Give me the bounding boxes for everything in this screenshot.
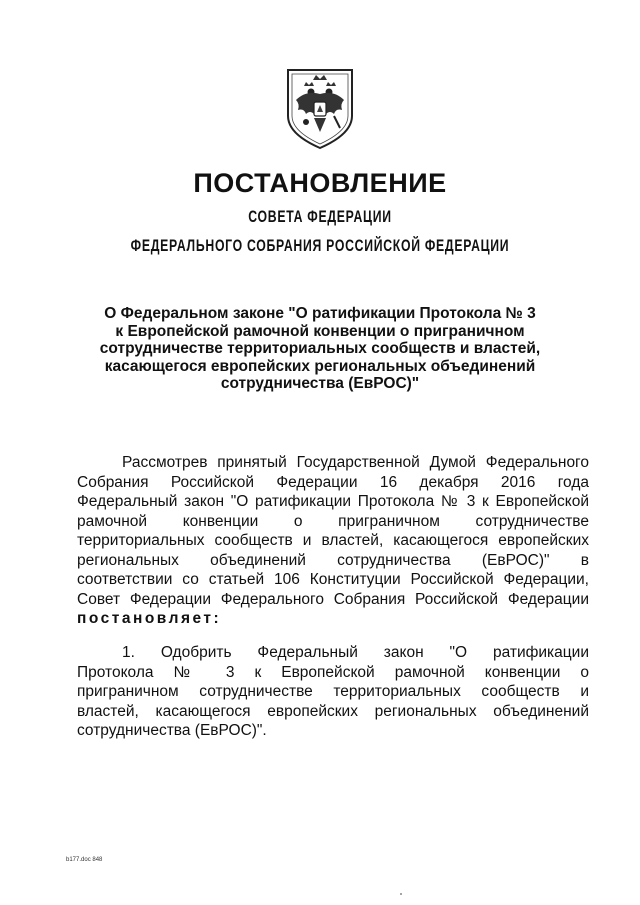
resolution-item-1 (77, 643, 589, 741)
paragraph-line: приграничном сотрудничестве территориальных сообществ и (77, 683, 589, 700)
subject-line: сотрудничества (ЕвРОС)" (220, 375, 420, 392)
paragraph-line: региональных объединений сотрудничества (ЕвРОС)" в (77, 551, 589, 569)
subject-line: касающегося европейских региональных объединений (104, 357, 536, 375)
resolution-subject (92, 305, 548, 393)
paragraph-line: властей, касающегося европейских региональных объединений (77, 702, 589, 720)
document-title: ПОСТАНОВЛЕНИЕ (193, 168, 447, 198)
paragraph-line: Собрания Российской Федерации 16 декабря 2016 года (77, 473, 589, 491)
paragraph-line: рамочной конвенции о приграничном сотрудничестве (77, 512, 589, 530)
decree-word: постановляет: (77, 610, 222, 627)
paragraph-line: сотрудничества (ЕвРОС)". (77, 722, 267, 739)
paragraph-line: Рассмотрев принятый Государственной Думой Федерального (122, 454, 589, 471)
subject-line: сотрудничестве территориальных сообществ и властей, (99, 340, 541, 357)
paragraph-line: территориальных сообществ и властей, касающегося европейских (77, 532, 589, 549)
subject-line: О Федеральном законе "О ратификации Протокола № 3 (104, 305, 536, 322)
document-code: b177.doc 848 (66, 857, 103, 863)
issuer-line-2: ФЕДЕРАЛЬНОГО СОБРАНИЯ РОССИЙСКОЙ ФЕДЕРАЦИИ (130, 236, 510, 255)
page-mark (400, 893, 402, 895)
paragraph-line: Федеральный закон "О ратификации Протокола № 3 к Европейской (77, 493, 589, 510)
paragraph-line: соответствии со статьей 106 Конституции Российской Федерации, (77, 571, 589, 588)
paragraph-line: Протокола № 3 к Европейской рамочной конвенции о (77, 663, 589, 681)
preamble-paragraph (77, 453, 589, 629)
russian-coat-of-arms-icon (282, 64, 358, 152)
paragraph-line: 1. Одобрить Федеральный закон "О ратификации (122, 644, 589, 661)
issuer-line-1: СОВЕТА ФЕДЕРАЦИИ (248, 207, 392, 226)
subject-line: к Европейской рамочной конвенции о приграничном (115, 322, 525, 340)
paragraph-line: Совет Федерации Федерального Собрания Российской Федерации (77, 590, 589, 608)
